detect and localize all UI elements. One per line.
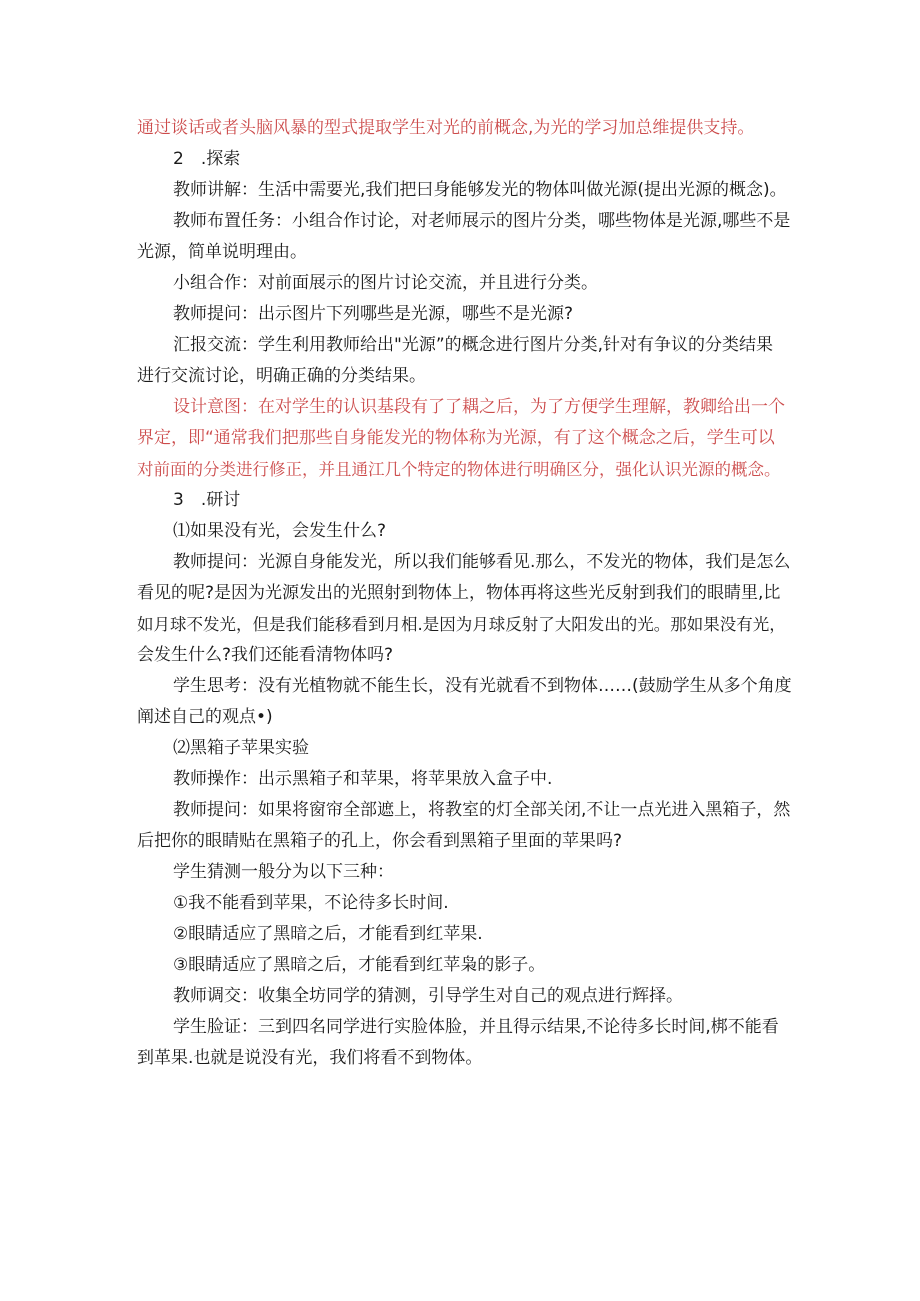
paragraph-teacher-task: 教师布置任务：小组合作讨论，对老师展示的图片分类，哪些物体是光源,哪些不是 (173, 211, 791, 231)
paragraph-teacher-explain: 教师讲解：生活中需要光,我们把曰身能够发光的物体叫做光源(提出光源的概念)。 (173, 180, 787, 200)
design-intent-continuation: 通过谈话或者头脑风暴的型式提取学生对光的前概念,为光的学习加总维提供支持。 (137, 118, 755, 138)
paragraph-teacher-question-2: 教师提问：光源自身能发光，所以我们能够看见.那么，不发光的物体，我们是怎么 (173, 552, 791, 572)
paragraph-group-work: 小组合作：对前面展示的图片讨论交流，并且进行分类。 (173, 273, 598, 293)
paragraph-teacher-question-3-cont: 后把你的眼睛贴在黑箱子的孔上，你会看到黑箱子里面的苹果吗? (137, 831, 623, 851)
paragraph-teacher-question-2-cont-2: 如月球不发光，但是我们能移看到月相.是因为月球反射了大阳发出的光。那如果没有光， (137, 615, 786, 634)
paragraph-teacher-task-cont: 光源，简单说明理由。 (137, 242, 307, 262)
paragraph-teacher-question: 教师提问：出示图片下列哪些是光源，哪些不是光源? (173, 304, 574, 324)
list-item-guess-2: ②眼睛适应了黑暗之后，才能看到红苹果. (173, 924, 483, 944)
subheading-black-box: ⑵黑箱子苹果实验 (173, 738, 309, 758)
paragraph-teacher-question-2-cont-3: 会发生什么?我们还能看清物体吗? (137, 645, 394, 665)
document-body (137, 113, 795, 1074)
paragraph-teacher-question-2-cont-1: 看见的呢?是因为光源发出的光照射到物体上，物体再将这些光反射到我们的眼睛里,比 (137, 583, 781, 603)
list-item-guess-1: ①我不能看到苹果，不论待多长时间. (173, 893, 449, 913)
paragraph-student-think: 学生思考：没有光植物就不能生长，没有光就看不到物体……(鼓励学生从多个角度 (173, 676, 792, 696)
paragraph-student-verify: 学生脸证：三到四名同学进行实脸体脸，并且得示结果,不论待多长时间,梆不能看 (173, 1017, 779, 1037)
paragraph-student-guess: 学生猜测一般分为以下三种： (173, 862, 394, 882)
paragraph-design-intent-cont-2: 对前面的分类进行修正，并且通江几个特定的物体进行明确区分，强化认识光源的概念。 (137, 460, 781, 479)
section-heading-explore: 2 .探索 (173, 149, 241, 169)
paragraph-report-cont: 进行交流讨论，明确正确的分类结果。 (137, 366, 426, 386)
section-heading-discuss: 3 .研讨 (173, 490, 241, 510)
subheading-no-light: ⑴如果没有光，会发生什么? (173, 521, 387, 541)
paragraph-student-think-cont: 阐述自己的观点•) (137, 707, 273, 727)
paragraph-report: 汇报交流：学生利用教师给出"光源”的概念进行图片分类,针对有争议的分类结果 (173, 335, 774, 355)
list-item-guess-3: ③眼睛适应了黑暗之后，才能看到红苹枭的影子。 (173, 955, 546, 975)
paragraph-student-verify-cont: 到革果.也就是说没有光，我们将看不到物体。 (137, 1048, 483, 1068)
paragraph-design-intent: 设计意图：在对学生的认识基段有了了耦之后，为了方便学生理解，教卿给出一个 (173, 397, 785, 417)
paragraph-design-intent-cont-1: 界定，即“通常我们把那些自身能发光的物体称为光源，有了这个概念之后，学生可以 (137, 428, 775, 448)
paragraph-teacher-survey: 教师调交：收集全坊同学的猜测，引导学生对自己的观点进行辉择。 (173, 986, 683, 1006)
paragraph-teacher-operate: 教师操作：出示黑箱子和苹果，将苹果放入盒子中. (173, 769, 553, 789)
paragraph-teacher-question-3: 教师提问：如果将窗帘全部遮上，将教室的灯全部关闭,不让一点光进入黑箱子，然 (173, 800, 791, 820)
